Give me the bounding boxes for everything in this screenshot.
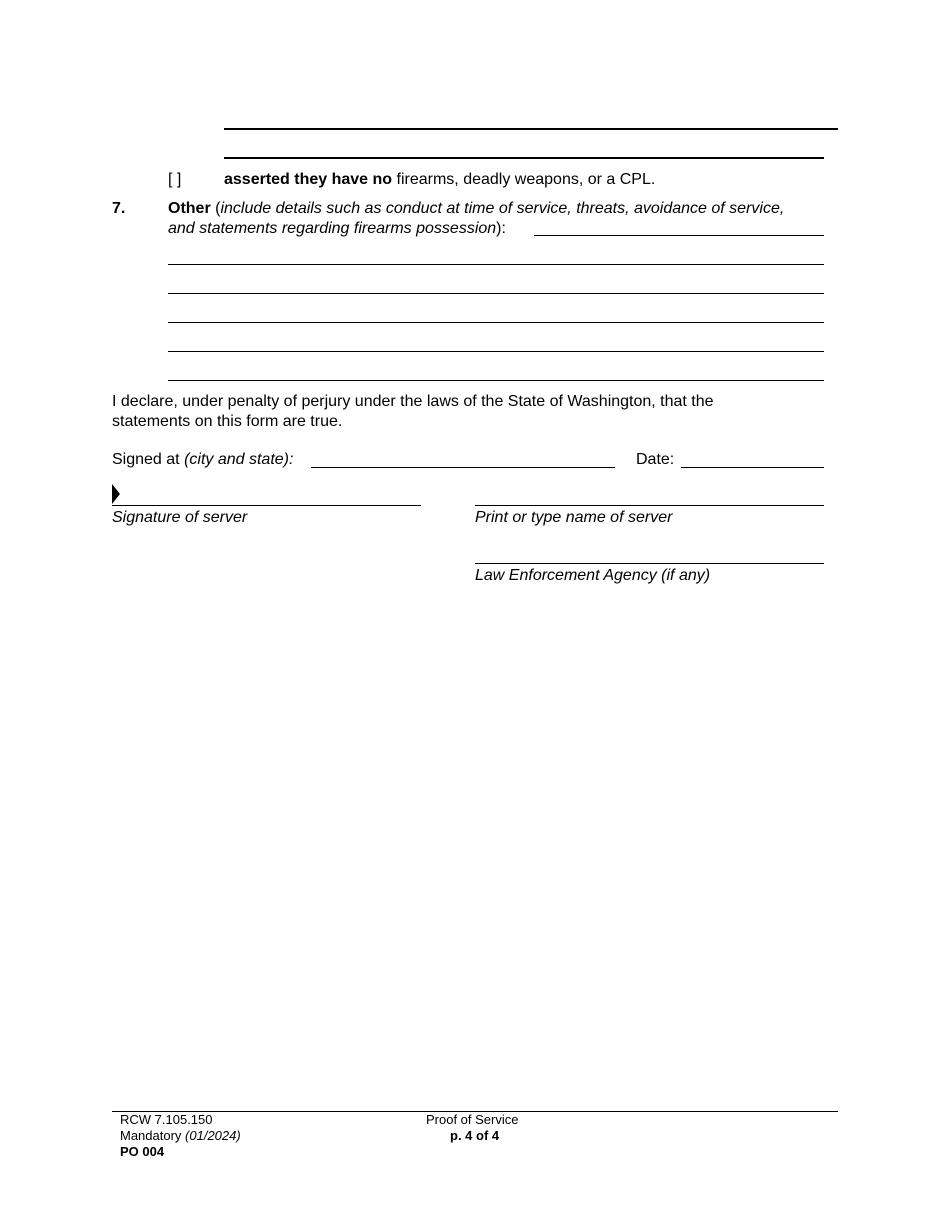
footer-mandatory-text: Mandatory (120, 1128, 186, 1143)
server-signature-label: Signature of server (112, 509, 248, 526)
item7-blank-line-3[interactable] (168, 322, 824, 323)
server-print-name-field[interactable] (475, 505, 824, 506)
item7-line1 (168, 199, 784, 219)
item7-close-paren: ): (496, 220, 506, 237)
footer-mandatory-date: (01/2024) (185, 1128, 241, 1143)
item7-number: 7. (112, 200, 126, 217)
item6-detail-line-2[interactable] (224, 157, 824, 159)
item6-option-bold: asserted they have no (224, 171, 393, 188)
signed-at-label (112, 450, 293, 470)
server-print-name-label: Print or type name of server (475, 509, 673, 526)
signed-at-field[interactable] (311, 467, 615, 468)
date-field[interactable] (681, 467, 824, 468)
item7-blank-line-2[interactable] (168, 293, 824, 294)
item7-details-line2: and statements regarding firearms possession (168, 220, 497, 237)
signed-at-text: Signed at (112, 451, 185, 468)
footer-rcw: RCW 7.105.150 (120, 1112, 213, 1127)
item7-inline-blank[interactable] (534, 235, 824, 236)
item7-label: Other (168, 200, 211, 217)
date-label: Date: (636, 451, 675, 468)
item6-option (224, 170, 655, 190)
item6-checkbox[interactable]: [ ] (168, 171, 182, 188)
footer-form-number: PO 004 (120, 1144, 165, 1159)
item7-blank-line-4[interactable] (168, 351, 824, 352)
item7-open-paren: ( (210, 200, 221, 217)
item6-option-rest: firearms, deadly weapons, or a CPL. (392, 171, 656, 188)
item7-details-line1: include details such as conduct at time of service, threats, avoidance of service, (220, 200, 785, 217)
footer-title: Proof of Service (426, 1112, 519, 1127)
agency-label: Law Enforcement Agency (if any) (475, 567, 711, 584)
declaration-line-2: statements on this form are true. (112, 413, 343, 430)
item6-detail-line-1[interactable] (224, 128, 838, 130)
item7-blank-line-5[interactable] (168, 380, 824, 381)
sign-here-arrow-icon (112, 484, 120, 504)
item7-line2 (168, 219, 506, 239)
agency-field[interactable] (475, 563, 824, 564)
footer-mandatory (120, 1128, 241, 1144)
item7-blank-line-1[interactable] (168, 264, 824, 265)
footer-page-number: p. 4 of 4 (450, 1128, 500, 1143)
server-signature-field[interactable] (112, 505, 421, 506)
signed-at-hint: (city and state): (184, 451, 294, 468)
declaration-line-1: I declare, under penalty of perjury under the laws of the State of Washington, that the (112, 393, 714, 410)
